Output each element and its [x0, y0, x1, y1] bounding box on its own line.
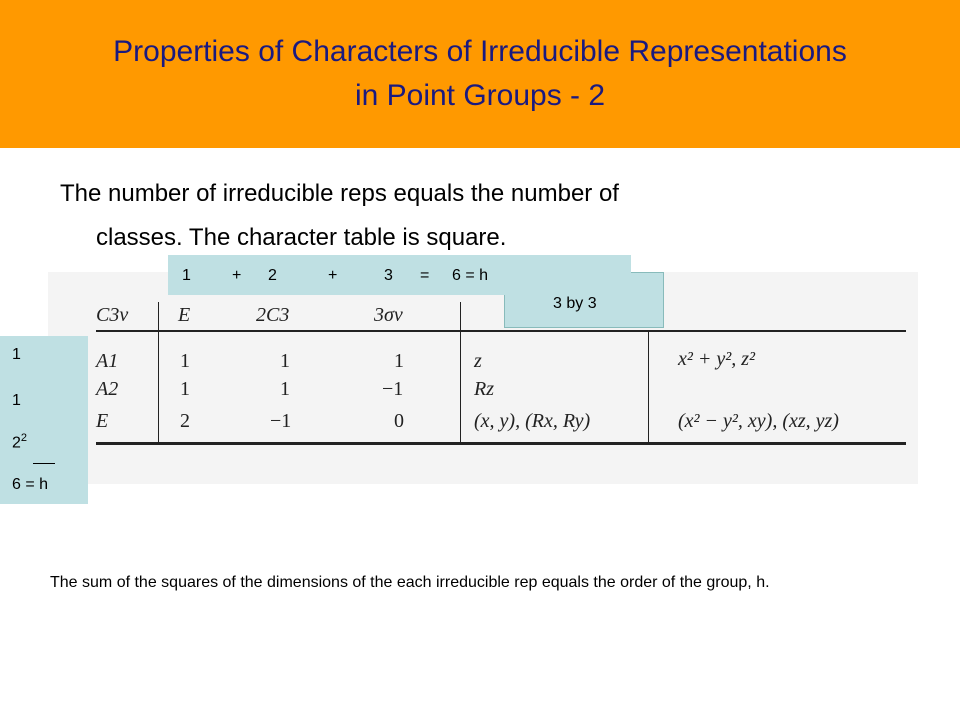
class-header-2c3: 2C3 [256, 304, 290, 326]
char-a1-e: 1 [180, 350, 190, 372]
bullet-line-2: classes. The character table is square. [96, 224, 507, 251]
char-a1-3sigma: 1 [394, 350, 404, 372]
sum-callout [168, 255, 631, 295]
footnote-text: The sum of the squares of the dimensions of the each irreducible rep equals the order of the group, h. [50, 574, 770, 591]
dim-e-exponent: 2 [20, 432, 28, 444]
linear-a2: Rz [474, 378, 494, 400]
sum-plus-2: + [328, 267, 338, 284]
irrep-a1: A1 [96, 350, 119, 372]
char-a1-2c3: 1 [280, 350, 290, 372]
irrep-e: E [96, 410, 109, 432]
linear-a1: z [474, 350, 482, 372]
table-divider-1 [158, 302, 159, 442]
sum-plus-1: + [232, 267, 242, 284]
title-line-1: Properties of Characters of Irreducible Representations [113, 35, 847, 68]
char-e-3sigma: 0 [394, 410, 404, 432]
dim-e-base: 2 [12, 434, 21, 452]
quadratic-e: (x² − y², xy), (xz, yz) [678, 410, 839, 432]
table-top-rule [96, 330, 906, 332]
dim-sum-rule [33, 463, 55, 464]
table-divider-2 [460, 302, 461, 442]
square-label: 3 by 3 [553, 295, 597, 312]
dim-total: 6 = h [12, 476, 49, 493]
quadratic-a1: x² + y², z² [678, 348, 756, 370]
char-a2-2c3: 1 [280, 378, 290, 400]
sum-term-3: 3 [384, 267, 393, 284]
bullet-text [60, 172, 900, 260]
char-a2-3sigma: −1 [382, 378, 404, 400]
dim-a1: 1 [12, 346, 21, 363]
slide-title [15, 30, 945, 118]
char-e-e: 2 [180, 410, 190, 432]
class-header-3sigma: 3σv [374, 304, 403, 326]
sum-term-2: 2 [268, 267, 277, 284]
bullet-line-1: The number of irreducible reps equals the number of [60, 180, 619, 207]
table-bottom-rule [96, 442, 906, 445]
dim-e-squared [12, 432, 27, 452]
char-e-2c3: −1 [270, 410, 292, 432]
group-label: C3v [96, 304, 129, 326]
linear-e: (x, y), (Rx, Ry) [474, 410, 591, 432]
sum-total: 6 = h [452, 267, 489, 284]
class-header-e: E [178, 304, 191, 326]
character-table [48, 272, 918, 484]
irrep-a2: A2 [96, 378, 119, 400]
dimension-callout [0, 336, 88, 504]
dim-a2: 1 [12, 392, 21, 409]
char-a2-e: 1 [180, 378, 190, 400]
title-bar [0, 0, 960, 148]
table-divider-3 [648, 330, 649, 442]
sum-term-1: 1 [182, 267, 191, 284]
title-line-2: in Point Groups - 2 [354, 79, 606, 112]
sum-equals: = [420, 267, 430, 284]
